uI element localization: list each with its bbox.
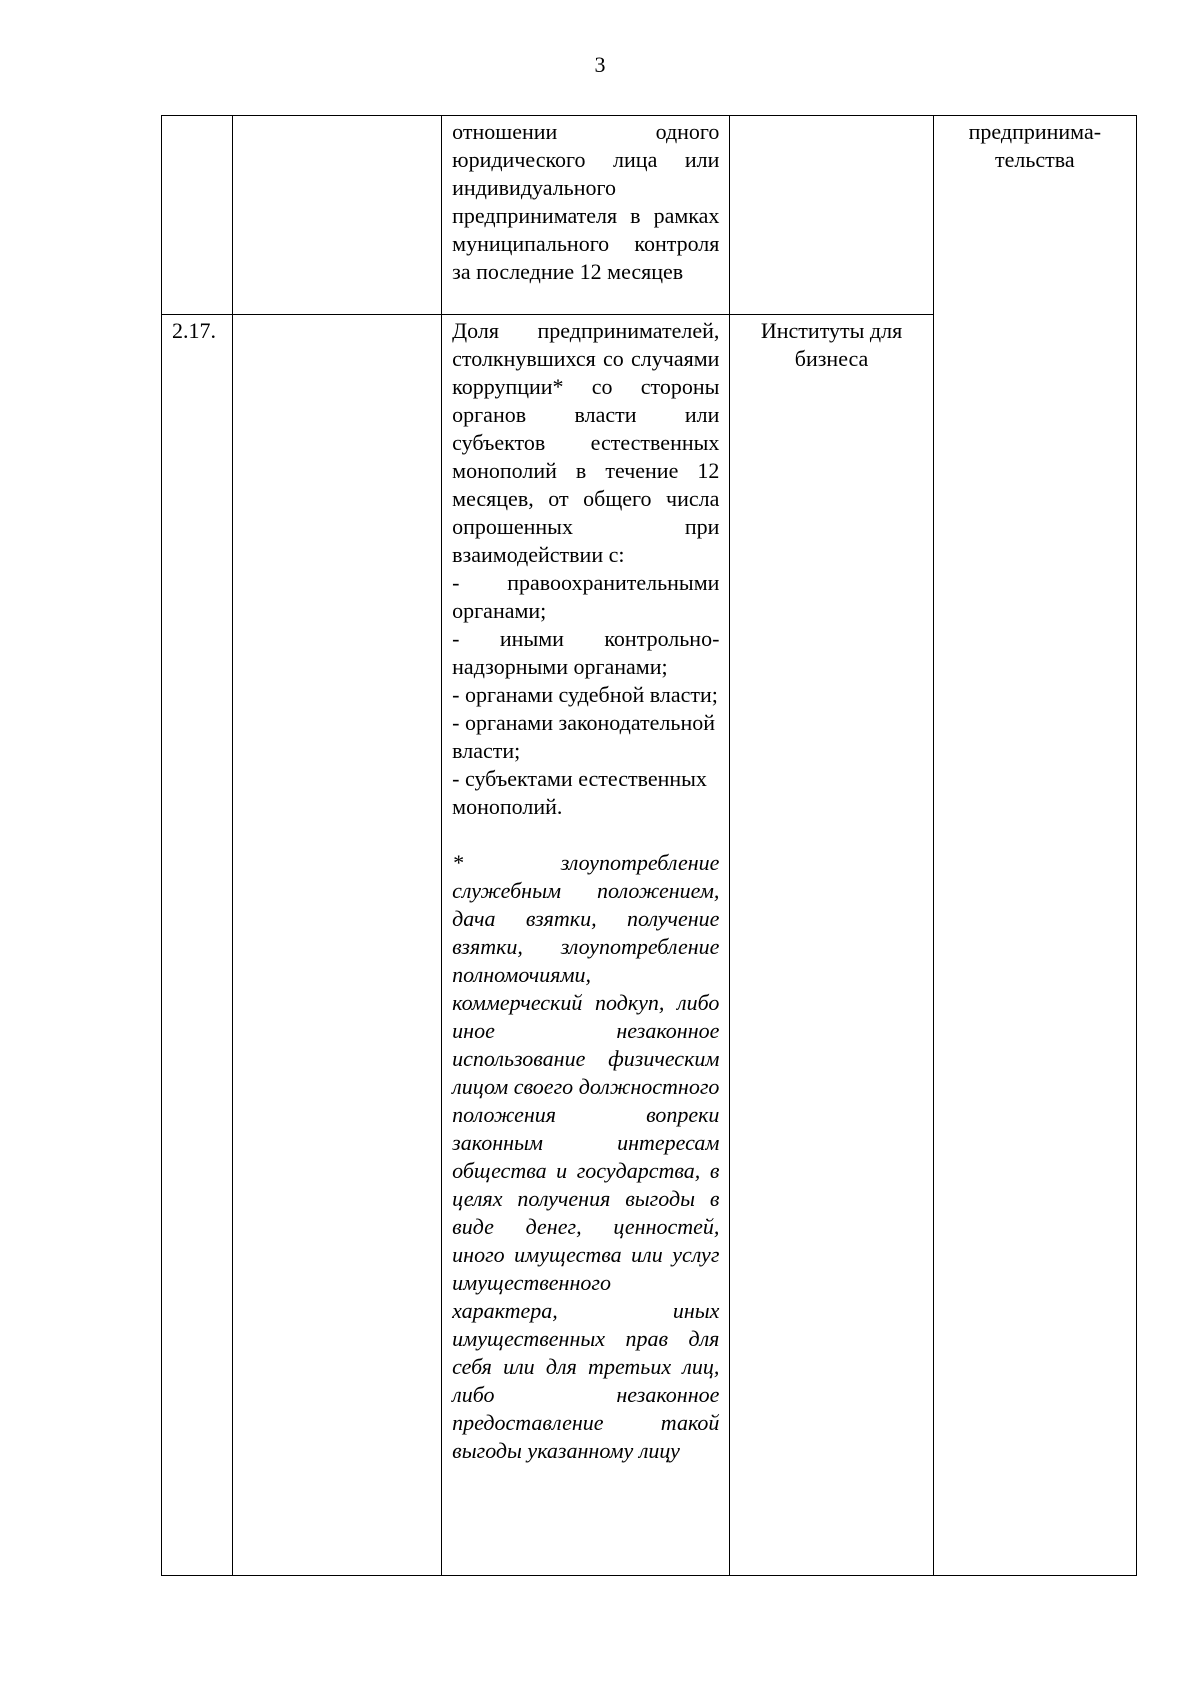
cell-empty — [232, 116, 441, 315]
indicator-text: отношении одного юридического лица или индивидуального предпринимателя в рамках муниципального контроля за последние 12 месяцев — [452, 119, 720, 284]
list-item: - субъектами естественных монополий. — [452, 766, 707, 819]
cell-empty — [232, 315, 441, 1576]
indicators-table — [161, 115, 1137, 1576]
list-item: - органами судебной власти; — [452, 682, 718, 707]
page-number: 3 — [594, 52, 606, 77]
cell-indicator — [442, 315, 730, 1576]
cell-indicator — [442, 116, 730, 315]
indicator-text: Доля предпринимателей, столкнувшихся со случаями коррупции* со стороны органов власти или субъектов естественных монополий в течение 12 месяцев, от общего числа опрошенных при взаимодействии с: — [452, 318, 720, 567]
list-item: - иными контрольно-надзорными органами; — [452, 626, 720, 679]
list-item: - правоохранительными органами; — [452, 570, 720, 623]
table-row-continuation — [162, 116, 1137, 315]
list-item: - органами законодательной власти; — [452, 710, 715, 763]
cell-number — [162, 116, 233, 315]
cell-source — [730, 116, 933, 315]
responsible-text: предпринима-тельства — [968, 119, 1102, 172]
footnote-text: * злоупотребление служебным положением, дача взятки, получение взятки, злоупотребление полномочиями, коммерческий подкуп, либо иное незаконное использование физическим лицом своего должностного положения вопреки законным интересам общества и государства, в целях получения выгоды в виде денег, ценностей, иного имущества или услуг имущественного характера, иных имущественных прав для себя или для третьих лиц, либо незаконное предоставление такой выгоды указанному лицу — [452, 850, 720, 1463]
source-text: Институты для бизнеса — [760, 318, 903, 371]
cell-source — [730, 315, 933, 1576]
cell-number: 2.17. — [162, 315, 233, 1576]
cell-responsible — [933, 116, 1136, 1576]
